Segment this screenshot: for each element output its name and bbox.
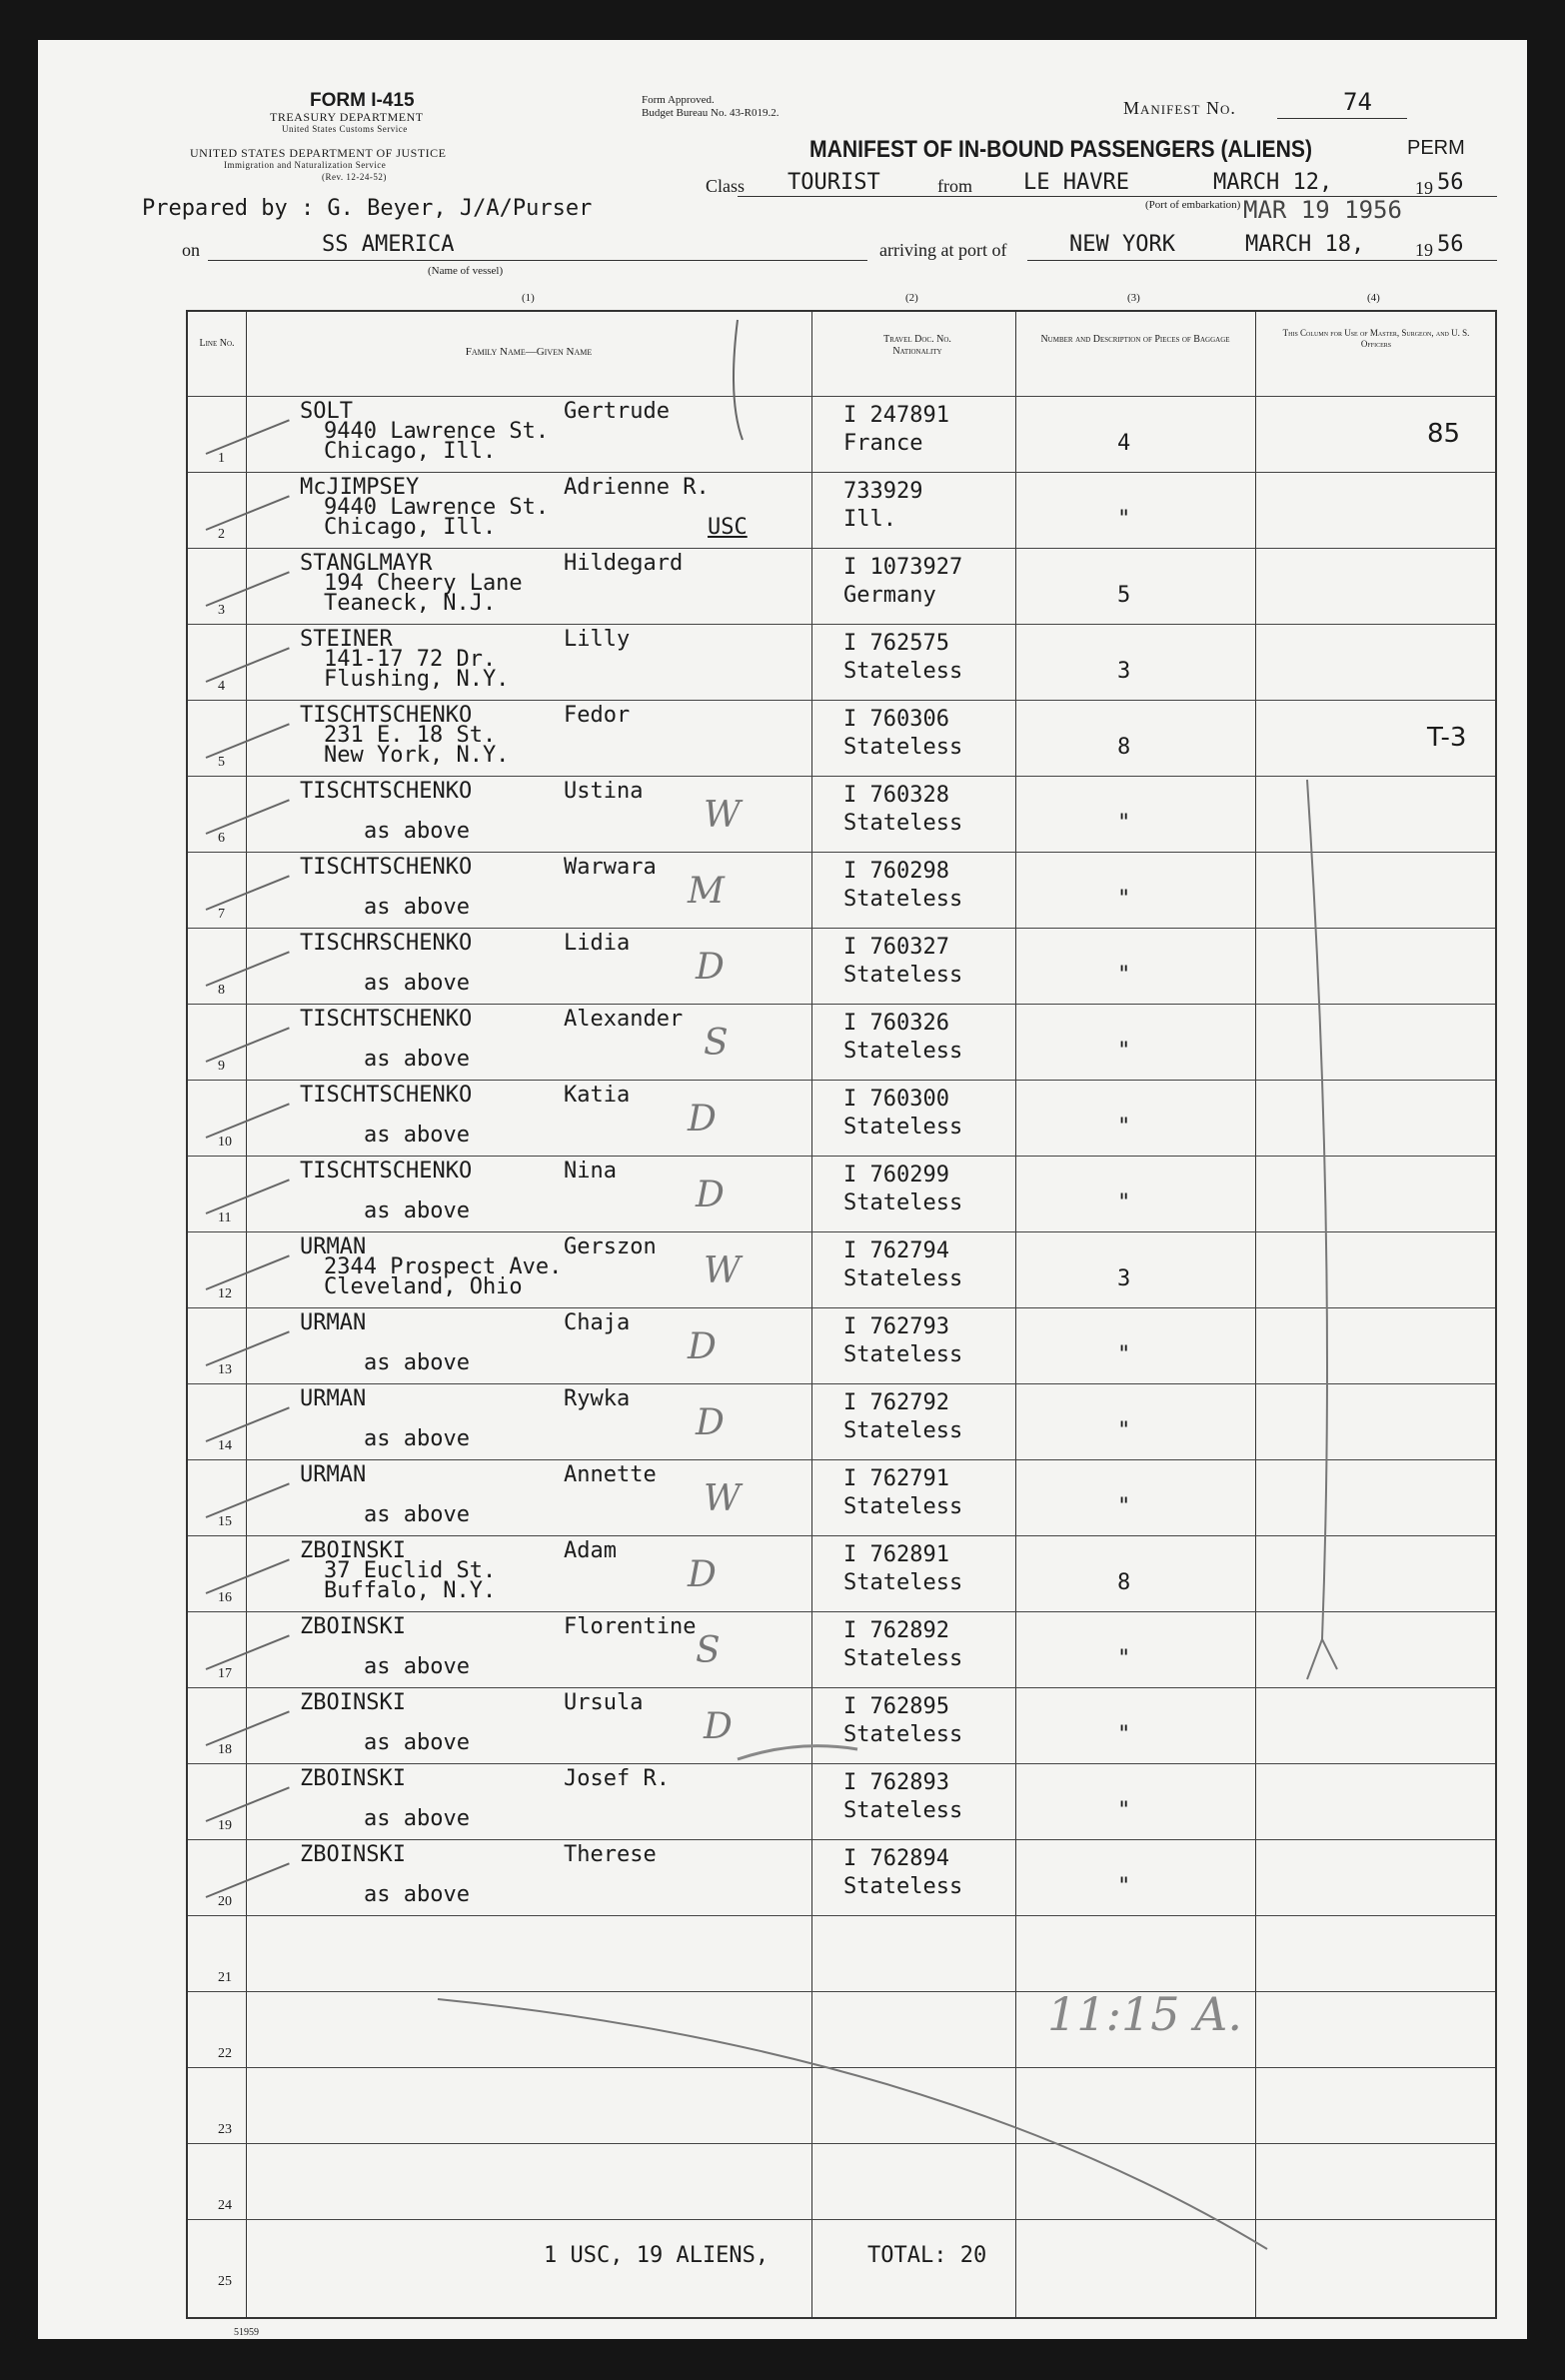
as-above: as above	[364, 1882, 470, 1907]
family-name: URMAN	[300, 1386, 367, 1411]
pencil-annotations	[38, 40, 1527, 2339]
baggage-count: 8	[1117, 735, 1131, 760]
arrival-year: 56	[1437, 232, 1464, 257]
nationality: Stateless	[843, 1646, 963, 1671]
line-number: 15	[218, 1514, 232, 1529]
baggage-count: "	[1117, 1039, 1131, 1064]
form-number: FORM I-415	[310, 90, 415, 111]
nationality: Stateless	[843, 887, 963, 912]
travel-doc-no: 733929	[843, 479, 923, 504]
nationality: Stateless	[843, 1039, 963, 1064]
family-name: TISCHTSCHENKO	[300, 855, 473, 880]
pencil-mark: W	[704, 1478, 742, 1519]
given-name: Ursula	[564, 1690, 644, 1715]
pencil-mark: S	[696, 1630, 721, 1671]
address-city: Chicago, Ill.	[324, 515, 497, 540]
doc-header: Travel Doc. No. Nationality	[883, 334, 951, 357]
baggage-count: "	[1117, 1190, 1131, 1215]
pencil-mark: D	[704, 1706, 733, 1747]
travel-doc-no: I 247891	[843, 403, 949, 428]
col-num-2: (2)	[905, 292, 918, 304]
nationality: Stateless	[843, 1874, 963, 1899]
travel-doc-no: I 762894	[843, 1846, 949, 1871]
family-name: ZBOINSKI	[300, 1538, 406, 1563]
family-name: URMAN	[300, 1234, 367, 1259]
as-above: as above	[364, 1730, 470, 1755]
pencil-mark: D	[696, 1175, 725, 1215]
line-number: 10	[218, 1135, 232, 1150]
col-num-4: (4)	[1367, 292, 1380, 304]
pencil-mark: D	[696, 947, 725, 988]
address-city: Teaneck, N.J.	[324, 591, 497, 616]
as-above: as above	[364, 1123, 470, 1148]
given-name: Annette	[564, 1462, 657, 1487]
manifest-number: 74	[1343, 88, 1372, 116]
as-above: as above	[364, 1654, 470, 1679]
travel-doc-no: I 762892	[843, 1618, 949, 1643]
line-number: 11	[218, 1210, 232, 1225]
nationality: Stateless	[843, 1798, 963, 1823]
travel-doc-no: I 760328	[843, 783, 949, 808]
line-number: 19	[218, 1818, 232, 1833]
customs-service: United States Customs Service	[282, 124, 408, 134]
travel-doc-no: I 762891	[843, 1542, 949, 1567]
baggage-count: "	[1117, 1494, 1131, 1519]
family-name: STANGLMAYR	[300, 551, 433, 576]
given-name: Gerszon	[564, 1234, 657, 1259]
line-number: 24	[218, 2198, 232, 2213]
officer-note: 85	[1427, 419, 1461, 449]
class-value: TOURIST	[787, 170, 880, 195]
as-above: as above	[364, 1350, 470, 1375]
travel-doc-no: I 760327	[843, 935, 949, 960]
given-name: Warwara	[564, 855, 657, 880]
line-number: 17	[218, 1666, 232, 1681]
travel-doc-no: I 760298	[843, 859, 949, 884]
nationality: Germany	[843, 583, 936, 608]
nationality: Stateless	[843, 659, 963, 684]
line-number: 2	[218, 527, 225, 542]
manifest-label: Manifest No.	[1123, 98, 1236, 118]
baggage-count: 4	[1117, 431, 1131, 456]
signature-scrawl: 11:15 A.	[1047, 1987, 1243, 2041]
as-above: as above	[364, 1426, 470, 1451]
pencil-mark: W	[704, 1250, 742, 1291]
travel-doc-no: I 762792	[843, 1390, 949, 1415]
given-name: Katia	[564, 1083, 631, 1108]
line-number: 1	[218, 451, 225, 466]
baggage-count: 3	[1117, 659, 1131, 684]
nationality: Ill.	[843, 507, 896, 532]
revision: (Rev. 12-24-52)	[322, 172, 387, 182]
officer-header: This Column for Use of Master, Surgeon, and U. S. Officers	[1282, 328, 1470, 349]
pencil-mark: D	[688, 1326, 717, 1367]
line-number: 13	[218, 1362, 232, 1377]
address-street: 9440 Lawrence St.	[324, 495, 550, 520]
family-name: ZBOINSKI	[300, 1614, 406, 1639]
from-year: 56	[1437, 170, 1464, 195]
pencil-mark: W	[704, 795, 742, 836]
nationality: Stateless	[843, 1722, 963, 1747]
given-name: Therese	[564, 1842, 657, 1867]
from-label: from	[937, 176, 972, 196]
baggage-count: "	[1117, 1874, 1131, 1899]
travel-doc-no: I 762794	[843, 1238, 949, 1263]
baggage-count: "	[1117, 963, 1131, 988]
given-name: Alexander	[564, 1007, 684, 1032]
line-number: 12	[218, 1286, 232, 1301]
baggage-count: "	[1117, 887, 1131, 912]
line-number: 18	[218, 1742, 232, 1757]
pencil-mark: D	[688, 1554, 717, 1595]
family-name: McJIMPSEY	[300, 475, 420, 500]
arrival-date: MARCH 18,	[1245, 232, 1365, 257]
address-city: Buffalo, N.Y.	[324, 1578, 497, 1603]
prepared-by: Prepared by : G. Beyer, J/A/Purser	[142, 196, 593, 221]
address-city: Chicago, Ill.	[324, 439, 497, 464]
family-name: URMAN	[300, 1462, 367, 1487]
nationality: Stateless	[843, 1266, 963, 1291]
address-street: 37 Euclid St.	[324, 1558, 497, 1583]
as-above: as above	[364, 895, 470, 920]
travel-doc-no: I 762791	[843, 1466, 949, 1491]
from-year-prefix: 19	[1415, 178, 1433, 198]
line-no-header: Line No.	[199, 338, 235, 349]
address-city: New York, N.Y.	[324, 743, 510, 768]
given-name: Josef R.	[564, 1766, 670, 1791]
baggage-count: "	[1117, 507, 1131, 532]
line-number: 8	[218, 983, 225, 998]
line-number: 20	[218, 1894, 232, 1909]
nationality: Stateless	[843, 1494, 963, 1519]
vessel-label: (Name of vessel)	[428, 265, 504, 277]
given-name: Nina	[564, 1159, 617, 1184]
family-name: STEINER	[300, 627, 393, 652]
line-number: 7	[218, 907, 225, 922]
travel-doc-no: I 1073927	[843, 555, 963, 580]
baggage-header: Number and Description of Pieces of Baggage	[1040, 334, 1230, 345]
ins-service: Immigration and Naturalization Service	[224, 160, 387, 170]
address-street: 9440 Lawrence St.	[324, 419, 550, 444]
baggage-count: 8	[1117, 1570, 1131, 1595]
family-name: TISCHTSCHENKO	[300, 779, 473, 804]
family-name: ZBOINSKI	[300, 1690, 406, 1715]
address-street: 194 Cheery Lane	[324, 571, 523, 596]
from-date: MARCH 12,	[1213, 170, 1333, 195]
perm-label: PERM	[1407, 137, 1465, 159]
baggage-count: "	[1117, 1418, 1131, 1443]
nationality: Stateless	[843, 735, 963, 760]
vessel-name: SS AMERICA	[322, 232, 455, 257]
officer-note: T-3	[1427, 723, 1467, 753]
justice-dept: UNITED STATES DEPARTMENT OF JUSTICE	[190, 146, 447, 160]
name-header: Family Name—Given Name	[465, 346, 593, 358]
family-name: TISCHTSCHENKO	[300, 1159, 473, 1184]
from-value: LE HAVRE	[1023, 170, 1129, 195]
on-label: on	[182, 240, 200, 260]
line-number: 14	[218, 1438, 232, 1453]
travel-doc-no: I 760326	[843, 1011, 949, 1036]
travel-doc-no: I 762895	[843, 1694, 949, 1719]
given-name: Florentine	[564, 1614, 697, 1639]
line-number: 3	[218, 603, 225, 618]
travel-doc-no: I 762575	[843, 631, 949, 656]
family-name: URMAN	[300, 1310, 367, 1335]
port-embark-label: (Port of embarkation)	[1145, 199, 1241, 211]
baggage-count: "	[1117, 1722, 1131, 1747]
baggage-count: "	[1117, 1798, 1131, 1823]
line-number: 9	[218, 1059, 225, 1074]
given-name: Lidia	[564, 931, 631, 956]
address-city: Cleveland, Ohio	[324, 1274, 523, 1299]
nationality: Stateless	[843, 811, 963, 836]
baggage-count: 5	[1117, 583, 1131, 608]
line-number: 21	[218, 1970, 232, 1985]
given-name: Ustina	[564, 779, 644, 804]
as-above: as above	[364, 971, 470, 996]
travel-doc-no: I 762893	[843, 1770, 949, 1795]
given-name: Lilly	[564, 627, 631, 652]
baggage-count: "	[1117, 1646, 1131, 1671]
line-number: 23	[218, 2122, 232, 2137]
given-name: Rywka	[564, 1386, 631, 1411]
summary-total: TOTAL: 20	[867, 2243, 987, 2268]
travel-doc-no: I 760306	[843, 707, 949, 732]
manifest-page	[38, 40, 1527, 2339]
family-name: SOLT	[300, 399, 353, 424]
nationality: Stateless	[843, 1115, 963, 1140]
as-above: as above	[364, 1502, 470, 1527]
given-name: Fedor	[564, 703, 631, 728]
given-name: Hildegard	[564, 551, 684, 576]
page-title: MANIFEST OF IN-BOUND PASSENGERS (ALIENS)	[809, 136, 1312, 163]
footer-code: 51959	[234, 2327, 259, 2338]
nationality: France	[843, 431, 923, 456]
pencil-mark: D	[696, 1402, 725, 1443]
col-num-3: (3)	[1127, 292, 1140, 304]
given-name: Adam	[564, 1538, 617, 1563]
address-street: 141-17 72 Dr.	[324, 647, 497, 672]
address-city: Flushing, N.Y.	[324, 667, 510, 692]
nationality: Stateless	[843, 1342, 963, 1367]
arrival-year-prefix: 19	[1415, 240, 1433, 260]
given-name: Adrienne R.	[564, 475, 710, 500]
travel-doc-no: I 760299	[843, 1163, 949, 1188]
family-name: TISCHTSCHENKO	[300, 1083, 473, 1108]
travel-doc-no: I 762793	[843, 1314, 949, 1339]
baggage-count: "	[1117, 1115, 1131, 1140]
line-number: 6	[218, 831, 225, 846]
pencil-mark: D	[688, 1099, 717, 1140]
family-name: TISCHTSCHENKO	[300, 1007, 473, 1032]
summary-aliens: 1 USC, 19 ALIENS,	[544, 2243, 770, 2268]
line-number: 16	[218, 1590, 232, 1605]
nationality: Stateless	[843, 1570, 963, 1595]
line-number: 25	[218, 2274, 232, 2289]
col-num-1: (1)	[522, 292, 535, 304]
nationality: Stateless	[843, 1418, 963, 1443]
travel-doc-no: I 760300	[843, 1087, 949, 1112]
as-above: as above	[364, 1198, 470, 1223]
date-stamp: MAR 19 1956	[1243, 196, 1402, 224]
baggage-count: "	[1117, 1342, 1131, 1367]
line-number: 4	[218, 679, 225, 694]
citizen-note: USC	[708, 515, 748, 540]
line-number: 22	[218, 2046, 232, 2061]
given-name: Chaja	[564, 1310, 631, 1335]
family-name: ZBOINSKI	[300, 1842, 406, 1867]
nationality: Stateless	[843, 1190, 963, 1215]
family-name: ZBOINSKI	[300, 1766, 406, 1791]
given-name: Gertrude	[564, 399, 670, 424]
form-approved: Form Approved.	[642, 94, 715, 106]
class-label: Class	[706, 176, 746, 196]
family-name: TISCHTSCHENKO	[300, 703, 473, 728]
budget-bureau: Budget Bureau No. 43-R019.2.	[642, 107, 780, 119]
arrival-port: NEW YORK	[1069, 232, 1175, 257]
arriving-label: arriving at port of	[879, 240, 1007, 260]
line-number: 5	[218, 755, 225, 770]
baggage-count: "	[1117, 811, 1131, 836]
as-above: as above	[364, 1806, 470, 1831]
as-above: as above	[364, 1047, 470, 1072]
as-above: as above	[364, 819, 470, 844]
pencil-mark: S	[704, 1023, 729, 1064]
family-name: TISCHRSCHENKO	[300, 931, 473, 956]
address-street: 231 E. 18 St.	[324, 723, 497, 748]
pencil-mark: M	[688, 871, 725, 912]
baggage-count: 3	[1117, 1266, 1131, 1291]
nationality: Stateless	[843, 963, 963, 988]
treasury-dept: TREASURY DEPARTMENT	[270, 110, 424, 124]
address-street: 2344 Prospect Ave.	[324, 1254, 563, 1279]
